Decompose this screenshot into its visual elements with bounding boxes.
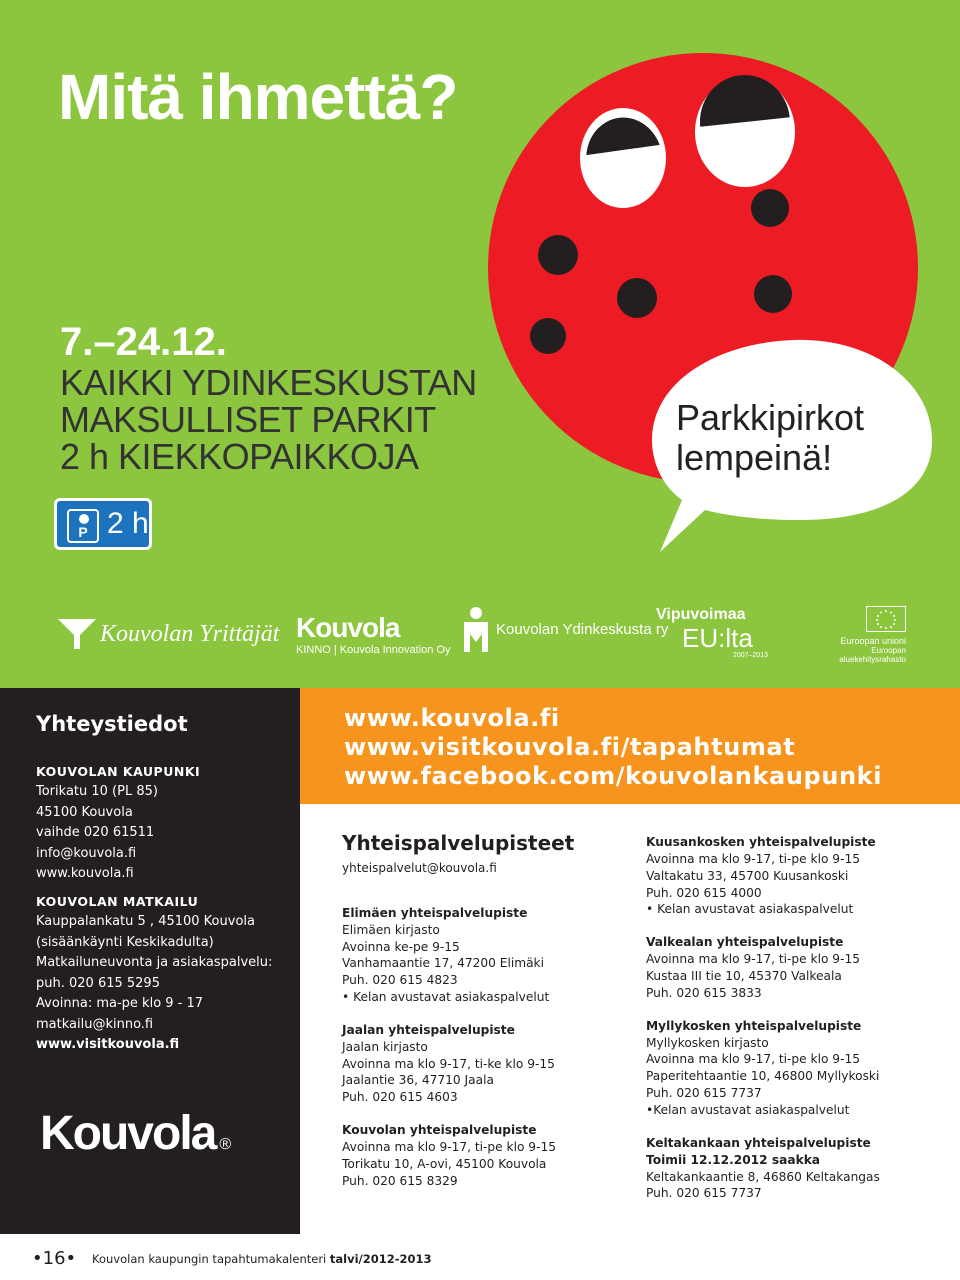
- speech-bubble-text: Parkkipirkot lempeinä!: [676, 397, 865, 478]
- service-entry: Elimäen yhteispalvelupiste Elimäen kirjasto Avoinna ke-pe 9-15 Vanhamaantie 17, 47200 Elimäki Puh. 020 615 4823 • Kelan avustavat asiakaspalvelut: [342, 905, 550, 1004]
- parking-info: [60, 364, 477, 475]
- parking-line: KAIKKI YDINKESKUSTAN: [60, 362, 477, 403]
- logo-eu: Euroopan unioni Euroopan aluekehitysrahasto: [808, 606, 906, 664]
- logo-kinno: Kouvola KINNO | Kouvola Innovation Oy: [296, 612, 451, 656]
- parking-line: 2 h KIEKKOPAIKKOJA: [60, 436, 419, 477]
- service-entry: Kouvolan yhteispalvelupiste Avoinna ma klo 9-17, ti-pe klo 9-15 Torikatu 10, A-ovi, 45100 Kouvola Puh. 020 615 8329: [342, 1122, 556, 1188]
- kouvola-logo: Kouvola ®: [40, 1107, 232, 1160]
- ydinkeskusta-figure-icon: [462, 606, 490, 652]
- contacts-title: Yhteystiedot: [36, 712, 188, 736]
- tourism-email-link[interactable]: matkailu@kinno.fi: [36, 1016, 154, 1032]
- ladybug-spot: [751, 189, 789, 227]
- parking-disc-icon: P: [67, 509, 99, 543]
- parking-disc-sign: [54, 498, 152, 550]
- headline: Mitä ihmettä?: [58, 61, 458, 133]
- service-column-right: [646, 834, 946, 1218]
- page-number: •16•: [32, 1248, 77, 1269]
- service-entry: Myllykosken yhteispalvelupiste Myllykosken kirjasto Avoinna ma klo 9-17, ti-pe klo 9-15 Paperitehtaantie 10, 46800 Myllykoski Puh. 020 615 7737 •Kelan avustavat asiakaspalvelut: [646, 1018, 880, 1117]
- service-column-left: [342, 830, 612, 1205]
- page-footer: [0, 1234, 960, 1280]
- service-entry: Jaalan yhteispalvelupiste Jaalan kirjasto Avoinna ma klo 9-17, ti-ke klo 9-15 Jaalantie 36, 47710 Jaala Puh. 020 615 4603: [342, 1022, 555, 1105]
- ladybug-spot: [754, 275, 792, 313]
- yrittajat-y-icon: [58, 619, 96, 649]
- link-visitkouvola[interactable]: www.visitkouvola.fi/tapahtumat: [344, 733, 796, 761]
- tourism-web-link[interactable]: www.visitkouvola.fi: [36, 1037, 180, 1052]
- services-email-link[interactable]: yhteispalvelut@kouvola.fi: [342, 861, 497, 875]
- logo-vipuvoimaa-eulta: Vipuvoimaa EU:lta 2007–2013: [656, 606, 768, 659]
- ladybug-spot: [538, 235, 578, 275]
- ladybug-spot: [530, 318, 566, 354]
- event-dates: 7.–24.12.: [60, 320, 227, 364]
- contact-city: KOUVOLAN KAUPUNKI Torikatu 10 (PL 85) 45100 Kouvola vaihde 020 61511 info@kouvola.fi www.kouvola.fi: [36, 762, 296, 885]
- service-entry: Valkealan yhteispalvelupiste Avoinna ma klo 9-17, ti-pe klo 9-15 Kustaa III tie 10, 45370 Valkeala Puh. 020 615 3833: [646, 935, 860, 1000]
- eu-flag-icon: [866, 606, 906, 632]
- footer-text: Kouvolan kaupungin tapahtumakalenteri talvi/2012-2013: [92, 1252, 432, 1266]
- web-links-bar: [300, 688, 960, 804]
- city-web-link[interactable]: www.kouvola.fi: [36, 866, 134, 881]
- logo-ydinkeskusta: Kouvolan Ydinkeskusta ry: [462, 606, 668, 652]
- contact-tourism: KOUVOLAN MATKAILU Kauppalankatu 5 , 45100 Kouvola (sisäänkäynti Keskikadulta) Matkailuneuvonta ja asiakaspalvelu: puh. 020 615 5295 Avoinna: ma-pe klo 9 - 17 matkailu@kinno.fi www.visitkouvola.fi: [36, 892, 296, 1056]
- city-email-link[interactable]: info@kouvola.fi: [36, 845, 137, 861]
- contacts-sidebar: [0, 688, 300, 1234]
- logo-kouvolan-yrittajat: Kouvolan Yrittäjät: [58, 612, 279, 656]
- services-title: Yhteispalvelupisteet: [342, 831, 575, 855]
- parking-sign-hours: 2 h: [107, 507, 149, 540]
- service-points: [300, 804, 960, 1234]
- ladybug-spot: [617, 278, 657, 318]
- link-kouvola[interactable]: www.kouvola.fi: [344, 704, 560, 732]
- service-entry: Keltakankaan yhteispalvelupiste Toimii 12.12.2012 saakka Keltakankaantie 8, 46860 Keltakangas Puh. 020 615 7737: [646, 1135, 880, 1201]
- parking-line: MAKSULLISET PARKIT: [60, 399, 436, 440]
- link-facebook[interactable]: www.facebook.com/kouvolankaupunki: [344, 762, 883, 790]
- service-entry: Kuusankosken yhteispalvelupiste Avoinna ma klo 9-17, ti-pe klo 9-15 Valtakatu 33, 45700 Kuusankoski Puh. 020 615 4000 • Kelan avustavat asiakaspalvelut: [646, 835, 876, 917]
